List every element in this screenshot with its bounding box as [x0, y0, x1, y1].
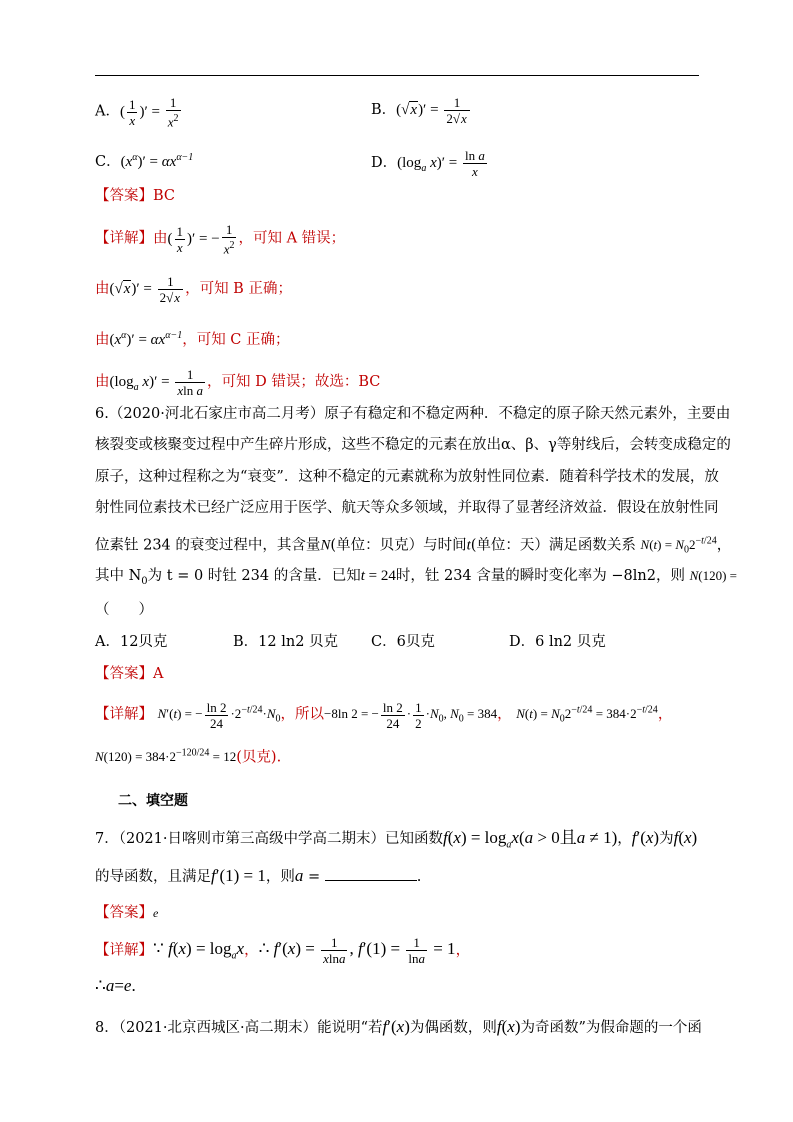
q7-line-1: 7．（2021·日喀则市第三高级中学高二期末）已知函数$f(x) = \log_ax(a > 0$且a ≠ 1)，f′(x)为f(x) — [95, 828, 698, 851]
q8-line-1: 8．（2021·北京西城区·高二期末）能说明“若f′(x)为偶函数，则f(x)为奇函数”为假命题的一个函 — [95, 1017, 702, 1036]
q7-detail-2: ∴a=e. — [95, 976, 136, 995]
q5-detail-2: 由(√x)′ = $\frac{1}{2√x}$ ，可知 B 正确； — [95, 274, 292, 305]
q7-line-2: 的导函数，且满足f′(1) = 1，则a = . — [95, 866, 422, 885]
q7-answer: 【答案】e — [95, 905, 159, 921]
q6-line-6: 其中 $N_0$为 t = 0 时钍 234 的含量．已知t = 24时，钍 234 含量的瞬时变化率为 −8ln2，则 N(120) = — [95, 568, 737, 587]
q6-detail-1: 【详解】 N′(t) = − $\frac{\ln 2}{24}$ $\cdot 2^{-t/24}\cdot N_0$，所以−8ln 2 = − $\frac{\ln 2}{24}$ · $\frac{1}{2}$ $\cdot N_0$, $N_0 = 384$， $N(t) = N_02^{-t/24} = 384\cdot 2^{-t/24}$， — [95, 700, 673, 731]
q6-option-d: D．6 ln2 贝克 — [509, 634, 606, 650]
q5-option-a: A．( $\frac{1}{x}$ )′ = $\frac{1}{x^2}$ — [95, 95, 179, 130]
q7-detail-1: 【详解】∵ $f(x) = \log_ax$，∴ f′(x) = $\frac{1}{xlna}$ , f′(1) = $\frac{1}{\ln a}$ = 1， — [95, 935, 471, 966]
q6-option-b: B．12 ln2 贝克 — [233, 634, 339, 650]
q6-option-a: A．12贝克 — [95, 634, 168, 650]
q5-answer: 【答案】BC — [95, 188, 176, 204]
q6-option-c: C．6贝克 — [371, 634, 435, 650]
q5-option-b: B．(√x)′ = $\frac{1}{2√x}$ — [371, 95, 472, 126]
q6-line-4: 射性同位素技术已经广泛应用于医学、航天等众多领域，并取得了显著经济效益．假设在放射性同 — [95, 500, 719, 516]
q6-line-1: 6.（2020·河北石家庄市高二月考）原子有稳定和不稳定两种．不稳定的原子除天然元素外，主要由 — [95, 406, 731, 422]
section-title-fill-in: 二、填空题 — [118, 793, 188, 809]
header-rule — [95, 75, 699, 76]
q5-detail-1: 【详解】由( $\frac{1}{x}$ )′ = − $\frac{1}{x^2}$ ，可知 A 错误； — [95, 222, 346, 257]
q6-line-5: 位素钍 234 的衰变过程中，其含量N(单位：贝克）与时间t(单位：天）满足函数关系 $N(t) = N_02^{-t/24}$， — [95, 536, 732, 556]
q6-detail-2: $N(120) = 384\cdot 2^{-120/24} = 12$(贝克). — [95, 748, 282, 766]
answer-blank[interactable] — [325, 866, 417, 881]
q5-detail-4: 由($\log_a$ x)′ = $\frac{1}{\text{xln a}}$ ，可知 D 错误；故选：BC — [95, 367, 381, 398]
q6-line-2: 核裂变或核聚变过程中产生碎片形成，这些不稳定的元素在放出α、β、γ等射线后，会转变成稳定的 — [95, 437, 731, 453]
q6-line-7: （ ） — [95, 602, 153, 618]
q5-option-c: C．$(x^\alpha)' = \alpha x^{\alpha-1}$ — [95, 152, 194, 170]
q6-line-3: 原子，这种过程称之为“衰变”．这种不稳定的元素就称为放射性同位素．随着科学技术的发展，放 — [95, 469, 719, 485]
q5-detail-3: 由$(x^\alpha)' = \alpha x^{\alpha-1}$，可知 C 正确； — [95, 330, 290, 348]
q5-option-d: D．($\log_a$ x)′ = $\frac{\text{ln a}}{x}$ — [371, 148, 485, 179]
q6-answer: 【答案】A — [95, 666, 164, 682]
